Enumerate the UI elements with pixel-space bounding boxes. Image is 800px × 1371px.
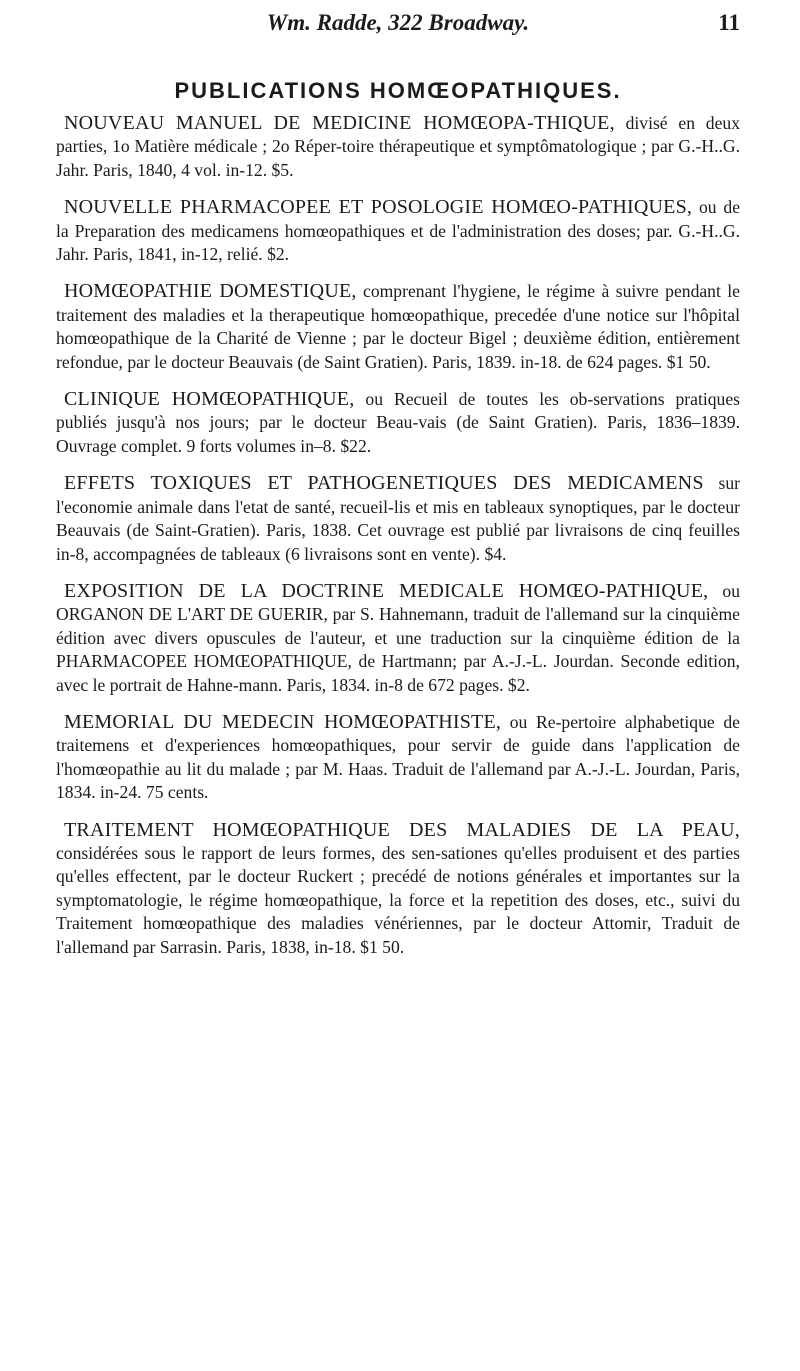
entry-description: considérées sous le rapport de leurs formes, des sen-sationes qu'elles produisent et des parties qu'elles effectent, par le docteur Ruckert ; precédé de notions générales et importantes sur la symptomatologie, le régime homœopathique, la force et la repetition des doses, etc., suivi du Traitement homœopathique des maladies vénériennes, par le docteur Attomir, Traduit de l'allemand par Sarrasin. Paris, 1838, in-18. $1 50. (56, 842, 740, 957)
running-head-title: Wm. Radde, 322 Broadway. (266, 10, 530, 35)
catalog-entry (56, 472, 740, 566)
catalog-entry (56, 580, 740, 697)
entry-title: NOUVEAU MANUEL DE MEDICINE HOMŒOPA-THIQUE, (64, 112, 615, 134)
catalog-entry (56, 112, 740, 182)
entry-title: EFFETS TOXIQUES ET PATHOGENETIQUES DES MEDICAMENS (64, 472, 704, 495)
catalog-entry (56, 819, 740, 959)
catalog-entry (56, 196, 740, 266)
entry-description: divisé en deux parties, 1o Matière médicale ; 2o Réper-toire thérapeutique et symptômatologique ; par G.-H..G. Jahr. Paris, 1840, 4 vol. in-12. $5. (56, 113, 741, 180)
entry-title: MEMORIAL DU MEDECIN HOMŒOPATHISTE, (64, 710, 502, 733)
entry-title: EXPOSITION DE LA DOCTRINE MEDICALE HOMŒO-PATHIQUE, (64, 579, 709, 602)
page-number: 11 (718, 10, 740, 35)
entry-description: ou Recueil de toutes les ob-servations pratiques publiés jusqu'à nos jours; par le docteur Beau-vais (de Saint Gratien). Paris, 1836–1839. Ouvrage complet. 9 forts volumes in–8. $22. (56, 389, 741, 456)
entry-description: ou ORGANON DE L'ART DE GUERIR, par S. Hahnemann, traduit de l'allemand sur la cinquième édition avec divers opuscules de l'auteur, et une traduction sur la cinquième édition de la PHARMACOPEE HOMŒOPATHIQUE, de Hartmann; par A.-J.-L. Jourdan. Seconde edition, avec le portrait de Hahne-mann. Paris, 1834. in-8 de 672 pages. $2. (56, 580, 740, 695)
entry-title: TRAITEMENT HOMŒOPATHIQUE DES MALADIES DE LA PEAU, (64, 818, 740, 841)
entry-description: ou Re-pertoire alphabetique de traitemens et d'experiences homœopathiques, pour servir de guide dans l'application de l'homœopathie au lit du malade ; par M. Haas. Traduit de l'allemand par A.-J.-L. Jourdan, Paris, 1834. in-24. 75 cents. (56, 711, 740, 803)
catalog-entry (56, 711, 740, 805)
entry-description: comprenant l'hygiene, le régime à suivre pendant le traitement des maladies et la therapeutique homœopathique, precedée d'une notice sur l'hôpital homœopathique de la Charité de Vienne ; par le docteur Bigel ; deuxième édition, entièrement refondue, par le docteur Beauvais (de Saint Gratien). Paris, 1839. in-18. de 624 pages. $1 50. (56, 281, 740, 372)
entry-description: sur l'economie animale dans l'etat de santé, recueil-lis et mis en tableaux synoptiques, par le docteur Beauvais (de Saint-Gratien). Paris, 1838. Cet ouvrage est publié par livraisons de cinq feuilles in-8, accompagnées de tableaux (6 livraisons sont en vente). $4. (56, 473, 740, 564)
catalog-entry (56, 280, 740, 374)
catalog-entry (56, 388, 740, 458)
entry-description: ou de la Preparation des medicamens homœopathiques et de l'administration des doses; par. G.-H..G. Jahr. Paris, 1841, in-12, relié. $2. (56, 197, 741, 265)
entry-title: NOUVELLE PHARMACOPEE ET POSOLOGIE HOMŒO-PATHIQUES, (64, 196, 693, 219)
entry-title: CLINIQUE HOMŒOPATHIQUE, (64, 388, 355, 411)
running-head (56, 0, 740, 50)
section-title: PUBLICATIONS HOMŒOPATHIQUES. (174, 78, 622, 103)
entry-title: HOMŒOPATHIE DOMESTIQUE, (64, 280, 357, 303)
